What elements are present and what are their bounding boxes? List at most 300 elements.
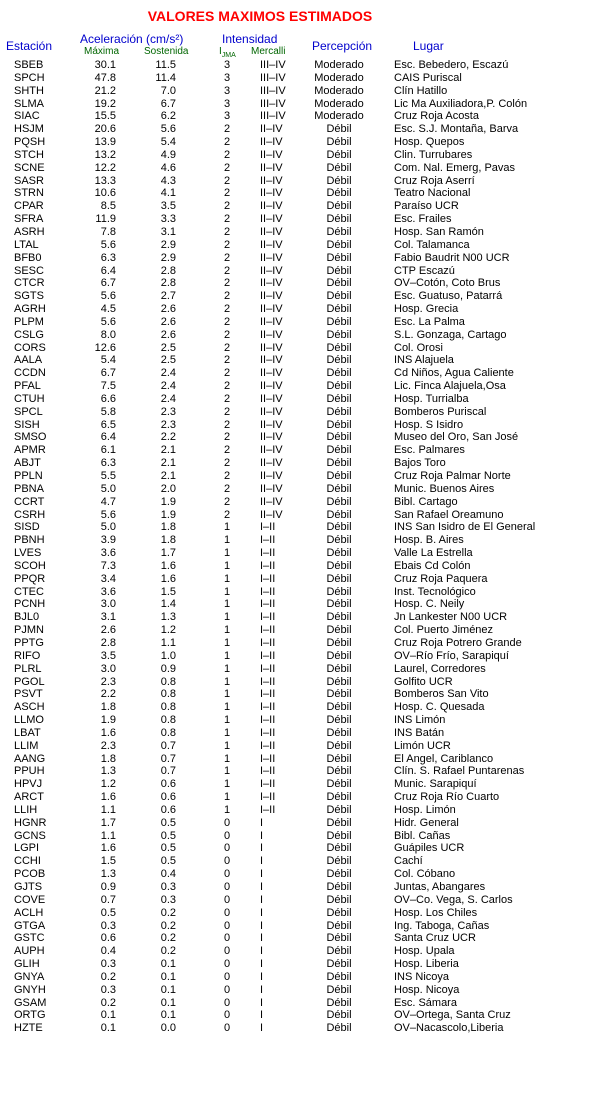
- sustained-acceleration: 0.1: [160, 1009, 176, 1022]
- ijma-intensity: 1: [223, 624, 231, 637]
- max-acceleration: 2.2: [100, 688, 116, 701]
- table-row: [0, 277, 590, 290]
- station-code: PQSH: [14, 136, 46, 149]
- max-acceleration: 3.4: [100, 572, 116, 585]
- ijma-intensity: 1: [223, 701, 231, 714]
- perception: Débil: [326, 919, 352, 932]
- station-code: HGNR: [14, 816, 47, 829]
- ijma-intensity: 1: [223, 559, 231, 572]
- ijma-intensity: 2: [223, 277, 231, 290]
- table-row: [0, 200, 590, 213]
- table-row: [0, 534, 590, 547]
- table-row: [0, 765, 590, 778]
- header-ijma-sub: JMA: [221, 52, 236, 59]
- table-row: [0, 59, 590, 72]
- place: Bajos Toro: [394, 457, 446, 470]
- perception: Débil: [326, 701, 352, 714]
- place: Hosp. Limón: [394, 803, 456, 816]
- perception: Débil: [326, 829, 352, 842]
- sustained-acceleration: 0.2: [160, 919, 176, 932]
- station-code: STCH: [14, 148, 44, 161]
- table-row: [0, 753, 590, 766]
- mercalli-intensity: II–IV: [260, 380, 283, 393]
- station-code: PPTG: [14, 636, 44, 649]
- mercalli-intensity: I: [260, 919, 264, 932]
- max-acceleration: 0.6: [100, 932, 116, 945]
- perception: Débil: [326, 457, 352, 470]
- mercalli-intensity: II–IV: [260, 225, 283, 238]
- ijma-intensity: 2: [223, 225, 231, 238]
- sustained-acceleration: 6.7: [160, 97, 176, 110]
- place: OV–Río Frío, Sarapiquí: [394, 649, 509, 662]
- sustained-acceleration: 0.6: [160, 803, 176, 816]
- mercalli-intensity: II–IV: [260, 367, 283, 380]
- place: INS Limón: [394, 714, 446, 727]
- perception: Débil: [326, 932, 352, 945]
- perception: Moderado: [314, 84, 364, 97]
- place: Esc. Frailes: [394, 213, 452, 226]
- place: Esc. Palmares: [394, 444, 465, 457]
- header-intensity: Intensidad: [222, 32, 278, 46]
- perception: Débil: [326, 431, 352, 444]
- perception: Débil: [326, 842, 352, 855]
- ijma-intensity: 1: [223, 572, 231, 585]
- ijma-intensity: 2: [223, 367, 231, 380]
- mercalli-intensity: II–IV: [260, 303, 283, 316]
- perception: Moderado: [314, 97, 364, 110]
- sustained-acceleration: 2.4: [160, 380, 176, 393]
- place: Limón UCR: [394, 739, 451, 752]
- ijma-intensity: 1: [223, 611, 231, 624]
- table-row: [0, 611, 590, 624]
- mercalli-intensity: I–II: [260, 701, 276, 714]
- mercalli-intensity: II–IV: [260, 341, 283, 354]
- max-acceleration: 5.4: [100, 354, 116, 367]
- sustained-acceleration: 4.3: [160, 174, 176, 187]
- mercalli-intensity: III–IV: [260, 110, 286, 123]
- sustained-acceleration: 1.9: [160, 495, 176, 508]
- ijma-intensity: 1: [223, 752, 231, 765]
- max-acceleration: 12.2: [94, 161, 116, 174]
- place: Munic. Sarapiquí: [394, 778, 477, 791]
- ijma-intensity: 3: [223, 97, 231, 110]
- mercalli-intensity: III–IV: [260, 84, 286, 97]
- mercalli-intensity: I: [260, 958, 264, 971]
- ijma-intensity: 2: [223, 354, 231, 367]
- max-acceleration: 19.2: [94, 97, 116, 110]
- station-code: GCNS: [14, 829, 46, 842]
- perception: Débil: [326, 200, 352, 213]
- max-acceleration: 2.3: [100, 675, 116, 688]
- mercalli-intensity: III–IV: [260, 59, 286, 71]
- mercalli-intensity: II–IV: [260, 457, 283, 470]
- mercalli-intensity: II–IV: [260, 508, 283, 521]
- max-acceleration: 0.5: [100, 906, 116, 919]
- station-code: HPVJ: [14, 778, 43, 791]
- station-code: PPQR: [14, 572, 46, 585]
- sustained-acceleration: 1.8: [160, 521, 176, 534]
- place: Paraíso UCR: [394, 200, 459, 213]
- sustained-acceleration: 0.1: [160, 958, 176, 971]
- station-code: CTUH: [14, 392, 45, 405]
- ijma-intensity: 3: [223, 84, 231, 97]
- max-acceleration: 8.5: [100, 200, 116, 213]
- place: Clín Hatillo: [394, 84, 448, 97]
- place: Santa Cruz UCR: [394, 932, 476, 945]
- ijma-intensity: 0: [223, 906, 231, 919]
- station-code: PLRL: [14, 662, 42, 675]
- table-row: [0, 354, 590, 367]
- station-code: ASCH: [14, 701, 45, 714]
- max-acceleration: 0.3: [100, 958, 116, 971]
- max-acceleration: 2.3: [100, 739, 116, 752]
- max-acceleration: 1.1: [100, 803, 116, 816]
- max-acceleration: 7.8: [100, 225, 116, 238]
- ijma-intensity: 1: [223, 803, 231, 816]
- table-row: [0, 817, 590, 830]
- sustained-acceleration: 0.3: [160, 881, 176, 893]
- station-code: HSJM: [14, 123, 44, 136]
- station-code: PFAL: [14, 380, 41, 393]
- perception: Débil: [326, 1009, 352, 1022]
- perception: Débil: [326, 585, 352, 598]
- max-acceleration: 6.4: [100, 431, 116, 444]
- mercalli-intensity: II–IV: [260, 213, 283, 226]
- station-code: SLMA: [14, 97, 44, 110]
- table-row: [0, 265, 590, 278]
- ijma-intensity: 0: [223, 855, 231, 868]
- station-code: STRN: [14, 187, 44, 200]
- mercalli-intensity: I–II: [260, 624, 276, 637]
- table-row: [0, 920, 590, 933]
- station-code: LTAL: [14, 238, 39, 251]
- perception: Débil: [326, 264, 352, 277]
- max-acceleration: 30.1: [94, 59, 116, 71]
- mercalli-intensity: II–IV: [260, 431, 283, 444]
- ijma-intensity: 2: [223, 264, 231, 277]
- max-acceleration: 0.7: [100, 893, 116, 906]
- station-code: PGOL: [14, 675, 45, 688]
- max-acceleration: 1.8: [100, 701, 116, 714]
- mercalli-intensity: II–IV: [260, 354, 283, 367]
- place: CTP Escazú: [394, 264, 455, 277]
- station-code: GLIH: [14, 958, 40, 971]
- place: Cruz Roja Río Cuarto: [394, 791, 500, 804]
- mercalli-intensity: II–IV: [260, 482, 283, 495]
- header-perception: Percepción: [312, 39, 373, 53]
- ijma-intensity: 1: [223, 675, 231, 688]
- perception: Débil: [326, 405, 352, 418]
- station-code: ARCT: [14, 791, 44, 804]
- perception: Débil: [326, 649, 352, 662]
- max-acceleration: 3.5: [100, 649, 116, 662]
- table-row: [0, 316, 590, 329]
- sustained-acceleration: 2.1: [160, 457, 176, 470]
- perception: Débil: [326, 354, 352, 367]
- mercalli-intensity: II–IV: [260, 187, 283, 200]
- perception: Débil: [326, 418, 352, 431]
- header-maxima: Máxima: [84, 46, 120, 57]
- perception: Débil: [326, 174, 352, 187]
- place: OV–Co. Vega, S. Carlos: [394, 893, 513, 906]
- perception: Débil: [326, 636, 352, 649]
- ijma-intensity: 1: [223, 585, 231, 598]
- table-row: [0, 547, 590, 560]
- sustained-acceleration: 0.3: [160, 893, 176, 906]
- sustained-acceleration: 1.6: [160, 572, 176, 585]
- place: Esc. Bebedero, Escazú: [394, 59, 509, 71]
- perception: Débil: [326, 714, 352, 727]
- table-row: [0, 431, 590, 444]
- perception: Débil: [326, 303, 352, 316]
- perception: Débil: [326, 726, 352, 739]
- max-acceleration: 5.6: [100, 508, 116, 521]
- sustained-acceleration: 1.4: [160, 598, 176, 611]
- table-row: [0, 98, 590, 111]
- max-acceleration: 10.6: [94, 187, 116, 200]
- station-code: PSVT: [14, 688, 43, 701]
- place: Fabio Baudrit N00 UCR: [394, 251, 510, 264]
- sustained-acceleration: 7.0: [160, 84, 176, 97]
- header-mercalli: Mercalli: [251, 46, 286, 57]
- place: OV–Ortega, Santa Cruz: [394, 1009, 511, 1022]
- place: Esc. Guatuso, Patarrá: [394, 290, 503, 303]
- max-acceleration: 3.6: [100, 547, 116, 560]
- header-place: Lugar: [413, 39, 444, 53]
- ijma-intensity: 2: [223, 444, 231, 457]
- perception: Débil: [326, 598, 352, 611]
- place: Esc. Sámara: [394, 996, 457, 1009]
- ijma-intensity: 0: [223, 996, 231, 1009]
- max-acceleration: 3.1: [100, 611, 116, 624]
- max-acceleration: 15.5: [94, 110, 116, 123]
- ijma-intensity: 2: [223, 136, 231, 149]
- perception: Débil: [326, 136, 352, 149]
- station-code: PBNH: [14, 534, 45, 547]
- mercalli-intensity: II–IV: [260, 328, 283, 341]
- place: Teatro Nacional: [394, 187, 471, 200]
- sustained-acceleration: 1.7: [160, 547, 176, 560]
- mercalli-intensity: I: [260, 868, 264, 881]
- header-station: Estación: [6, 39, 53, 53]
- mercalli-intensity: I: [260, 842, 264, 855]
- sustained-acceleration: 2.5: [160, 341, 176, 354]
- station-code: ORTG: [14, 1009, 46, 1022]
- mercalli-intensity: II–IV: [260, 470, 283, 482]
- station-code: AALA: [14, 354, 43, 367]
- perception: Débil: [326, 572, 352, 585]
- mercalli-intensity: I: [260, 893, 264, 906]
- table-row: [0, 419, 590, 432]
- sustained-acceleration: 0.5: [160, 816, 176, 829]
- perception: Débil: [326, 803, 352, 816]
- max-acceleration: 0.3: [100, 983, 116, 996]
- table-row: [0, 1009, 590, 1022]
- max-acceleration: 6.6: [100, 392, 116, 405]
- sustained-acceleration: 0.7: [160, 765, 176, 778]
- perception: Débil: [326, 855, 352, 868]
- station-code: GNYH: [14, 983, 46, 996]
- sustained-acceleration: 3.5: [160, 200, 176, 213]
- mercalli-intensity: I–II: [260, 534, 276, 547]
- ijma-intensity: 2: [223, 508, 231, 521]
- mercalli-intensity: I–II: [260, 739, 276, 752]
- ijma-intensity: 0: [223, 881, 231, 893]
- perception: Débil: [326, 277, 352, 290]
- table-row: [0, 868, 590, 881]
- max-acceleration: 6.5: [100, 418, 116, 431]
- max-acceleration: 5.6: [100, 238, 116, 251]
- station-code: CSLG: [14, 328, 44, 341]
- table-row: [0, 136, 590, 149]
- sustained-acceleration: 2.9: [160, 251, 176, 264]
- mercalli-intensity: I–II: [260, 572, 276, 585]
- station-code: APMR: [14, 444, 46, 457]
- table-row: [0, 688, 590, 701]
- place: Guápiles UCR: [394, 842, 465, 855]
- max-acceleration: 0.3: [100, 919, 116, 932]
- place: Cruz Roja Acosta: [394, 110, 479, 123]
- ijma-intensity: 0: [223, 983, 231, 996]
- sustained-acceleration: 11.5: [155, 59, 176, 71]
- max-acceleration: 8.0: [100, 328, 116, 341]
- station-code: SHTH: [14, 84, 44, 97]
- ijma-intensity: 2: [223, 290, 231, 303]
- mercalli-intensity: I–II: [260, 726, 276, 739]
- ijma-intensity: 2: [223, 315, 231, 328]
- sustained-acceleration: 0.8: [160, 688, 176, 701]
- ijma-intensity: 1: [223, 791, 231, 804]
- mercalli-intensity: I: [260, 829, 264, 842]
- header-ijma-letter: I: [219, 46, 222, 57]
- ijma-intensity: 2: [223, 251, 231, 264]
- table-row: [0, 945, 590, 958]
- table-row: [0, 586, 590, 599]
- sustained-acceleration: 0.5: [160, 842, 176, 855]
- max-acceleration: 3.9: [100, 534, 116, 547]
- place: OV–Cotón, Coto Brus: [394, 277, 501, 290]
- max-acceleration: 5.8: [100, 405, 116, 418]
- station-code: SGTS: [14, 290, 44, 303]
- max-acceleration: 1.7: [100, 816, 116, 829]
- station-code: LLIM: [14, 739, 39, 752]
- station-code: LBAT: [14, 726, 41, 739]
- sustained-acceleration: 0.8: [160, 675, 176, 688]
- max-acceleration: 5.0: [100, 521, 116, 534]
- max-acceleration: 5.6: [100, 315, 116, 328]
- table-row: [0, 85, 590, 98]
- max-acceleration: 3.0: [100, 662, 116, 675]
- place: Clin. Turrubares: [394, 148, 473, 161]
- perception: Débil: [326, 534, 352, 547]
- perception: Débil: [326, 521, 352, 534]
- mercalli-intensity: II–IV: [260, 418, 283, 431]
- station-code: SESC: [14, 264, 44, 277]
- max-acceleration: 13.9: [94, 136, 116, 149]
- table-row: [0, 932, 590, 945]
- max-acceleration: 11.9: [95, 213, 116, 226]
- ijma-intensity: 1: [223, 534, 231, 547]
- place: Bomberos Puriscal: [394, 405, 487, 418]
- max-acceleration: 0.2: [100, 996, 116, 1009]
- sustained-acceleration: 6.2: [160, 110, 176, 123]
- ijma-intensity: 2: [223, 470, 231, 482]
- table-row: [0, 226, 590, 239]
- perception: Débil: [326, 238, 352, 251]
- sustained-acceleration: 0.7: [160, 752, 176, 765]
- ijma-intensity: 1: [223, 521, 231, 534]
- table-row: [0, 110, 590, 123]
- place: Col. Orosi: [394, 341, 443, 354]
- sustained-acceleration: 0.0: [160, 1022, 176, 1035]
- page-title: VALORES MAXIMOS ESTIMADOS: [147, 8, 373, 24]
- table-row: [0, 123, 590, 136]
- perception: Débil: [326, 392, 352, 405]
- place: Hosp. Grecia: [394, 303, 459, 316]
- max-acceleration: 7.5: [100, 380, 116, 393]
- table-row: [0, 149, 590, 162]
- table-row: [0, 213, 590, 226]
- sustained-acceleration: 0.6: [160, 791, 176, 804]
- place: Hosp. Liberia: [394, 958, 459, 971]
- station-code: GJTS: [14, 881, 43, 893]
- place: Col. Puerto Jiménez: [394, 624, 494, 637]
- place: Col. Talamanca: [394, 238, 470, 251]
- station-code: ACLH: [14, 906, 44, 919]
- station-code: CTCR: [14, 277, 45, 290]
- mercalli-intensity: II–IV: [260, 136, 283, 149]
- sustained-acceleration: 0.5: [160, 855, 176, 868]
- table-row: [0, 663, 590, 676]
- ijma-intensity: 2: [223, 495, 231, 508]
- station-code: SPCH: [14, 71, 45, 84]
- ijma-intensity: 1: [223, 688, 231, 701]
- mercalli-intensity: I: [260, 970, 264, 983]
- table-row: [0, 830, 590, 843]
- table-row: [0, 406, 590, 419]
- sustained-acceleration: 11.4: [155, 71, 176, 84]
- mercalli-intensity: I–II: [260, 688, 276, 701]
- ijma-intensity: 2: [223, 482, 231, 495]
- station-code: CTEC: [14, 585, 44, 598]
- perception: Débil: [326, 380, 352, 393]
- station-code: PJMN: [14, 624, 44, 637]
- sustained-acceleration: 0.8: [160, 701, 176, 714]
- mercalli-intensity: I–II: [260, 675, 276, 688]
- ijma-intensity: 0: [223, 829, 231, 842]
- mercalli-intensity: I–II: [260, 521, 276, 534]
- sustained-acceleration: 2.7: [160, 290, 176, 303]
- station-code: SMSO: [14, 431, 47, 444]
- ijma-intensity: 0: [223, 842, 231, 855]
- place: Col. Cóbano: [394, 868, 456, 881]
- mercalli-intensity: I–II: [260, 636, 276, 649]
- table-row: [0, 457, 590, 470]
- ijma-intensity: 2: [223, 457, 231, 470]
- table-row: [0, 676, 590, 689]
- table-row: [0, 842, 590, 855]
- max-acceleration: 12.6: [94, 341, 116, 354]
- table-row: [0, 997, 590, 1010]
- max-acceleration: 5.6: [100, 290, 116, 303]
- header-ijma: [219, 46, 236, 59]
- place: Clín. S. Rafael Puntarenas: [394, 765, 525, 778]
- place: OV–Nacascolo,Liberia: [394, 1022, 504, 1035]
- max-acceleration: 2.8: [100, 636, 116, 649]
- station-code: AGRH: [14, 303, 46, 316]
- max-acceleration: 1.1: [100, 829, 116, 842]
- place: Cruz Roja Aserrí: [394, 174, 475, 187]
